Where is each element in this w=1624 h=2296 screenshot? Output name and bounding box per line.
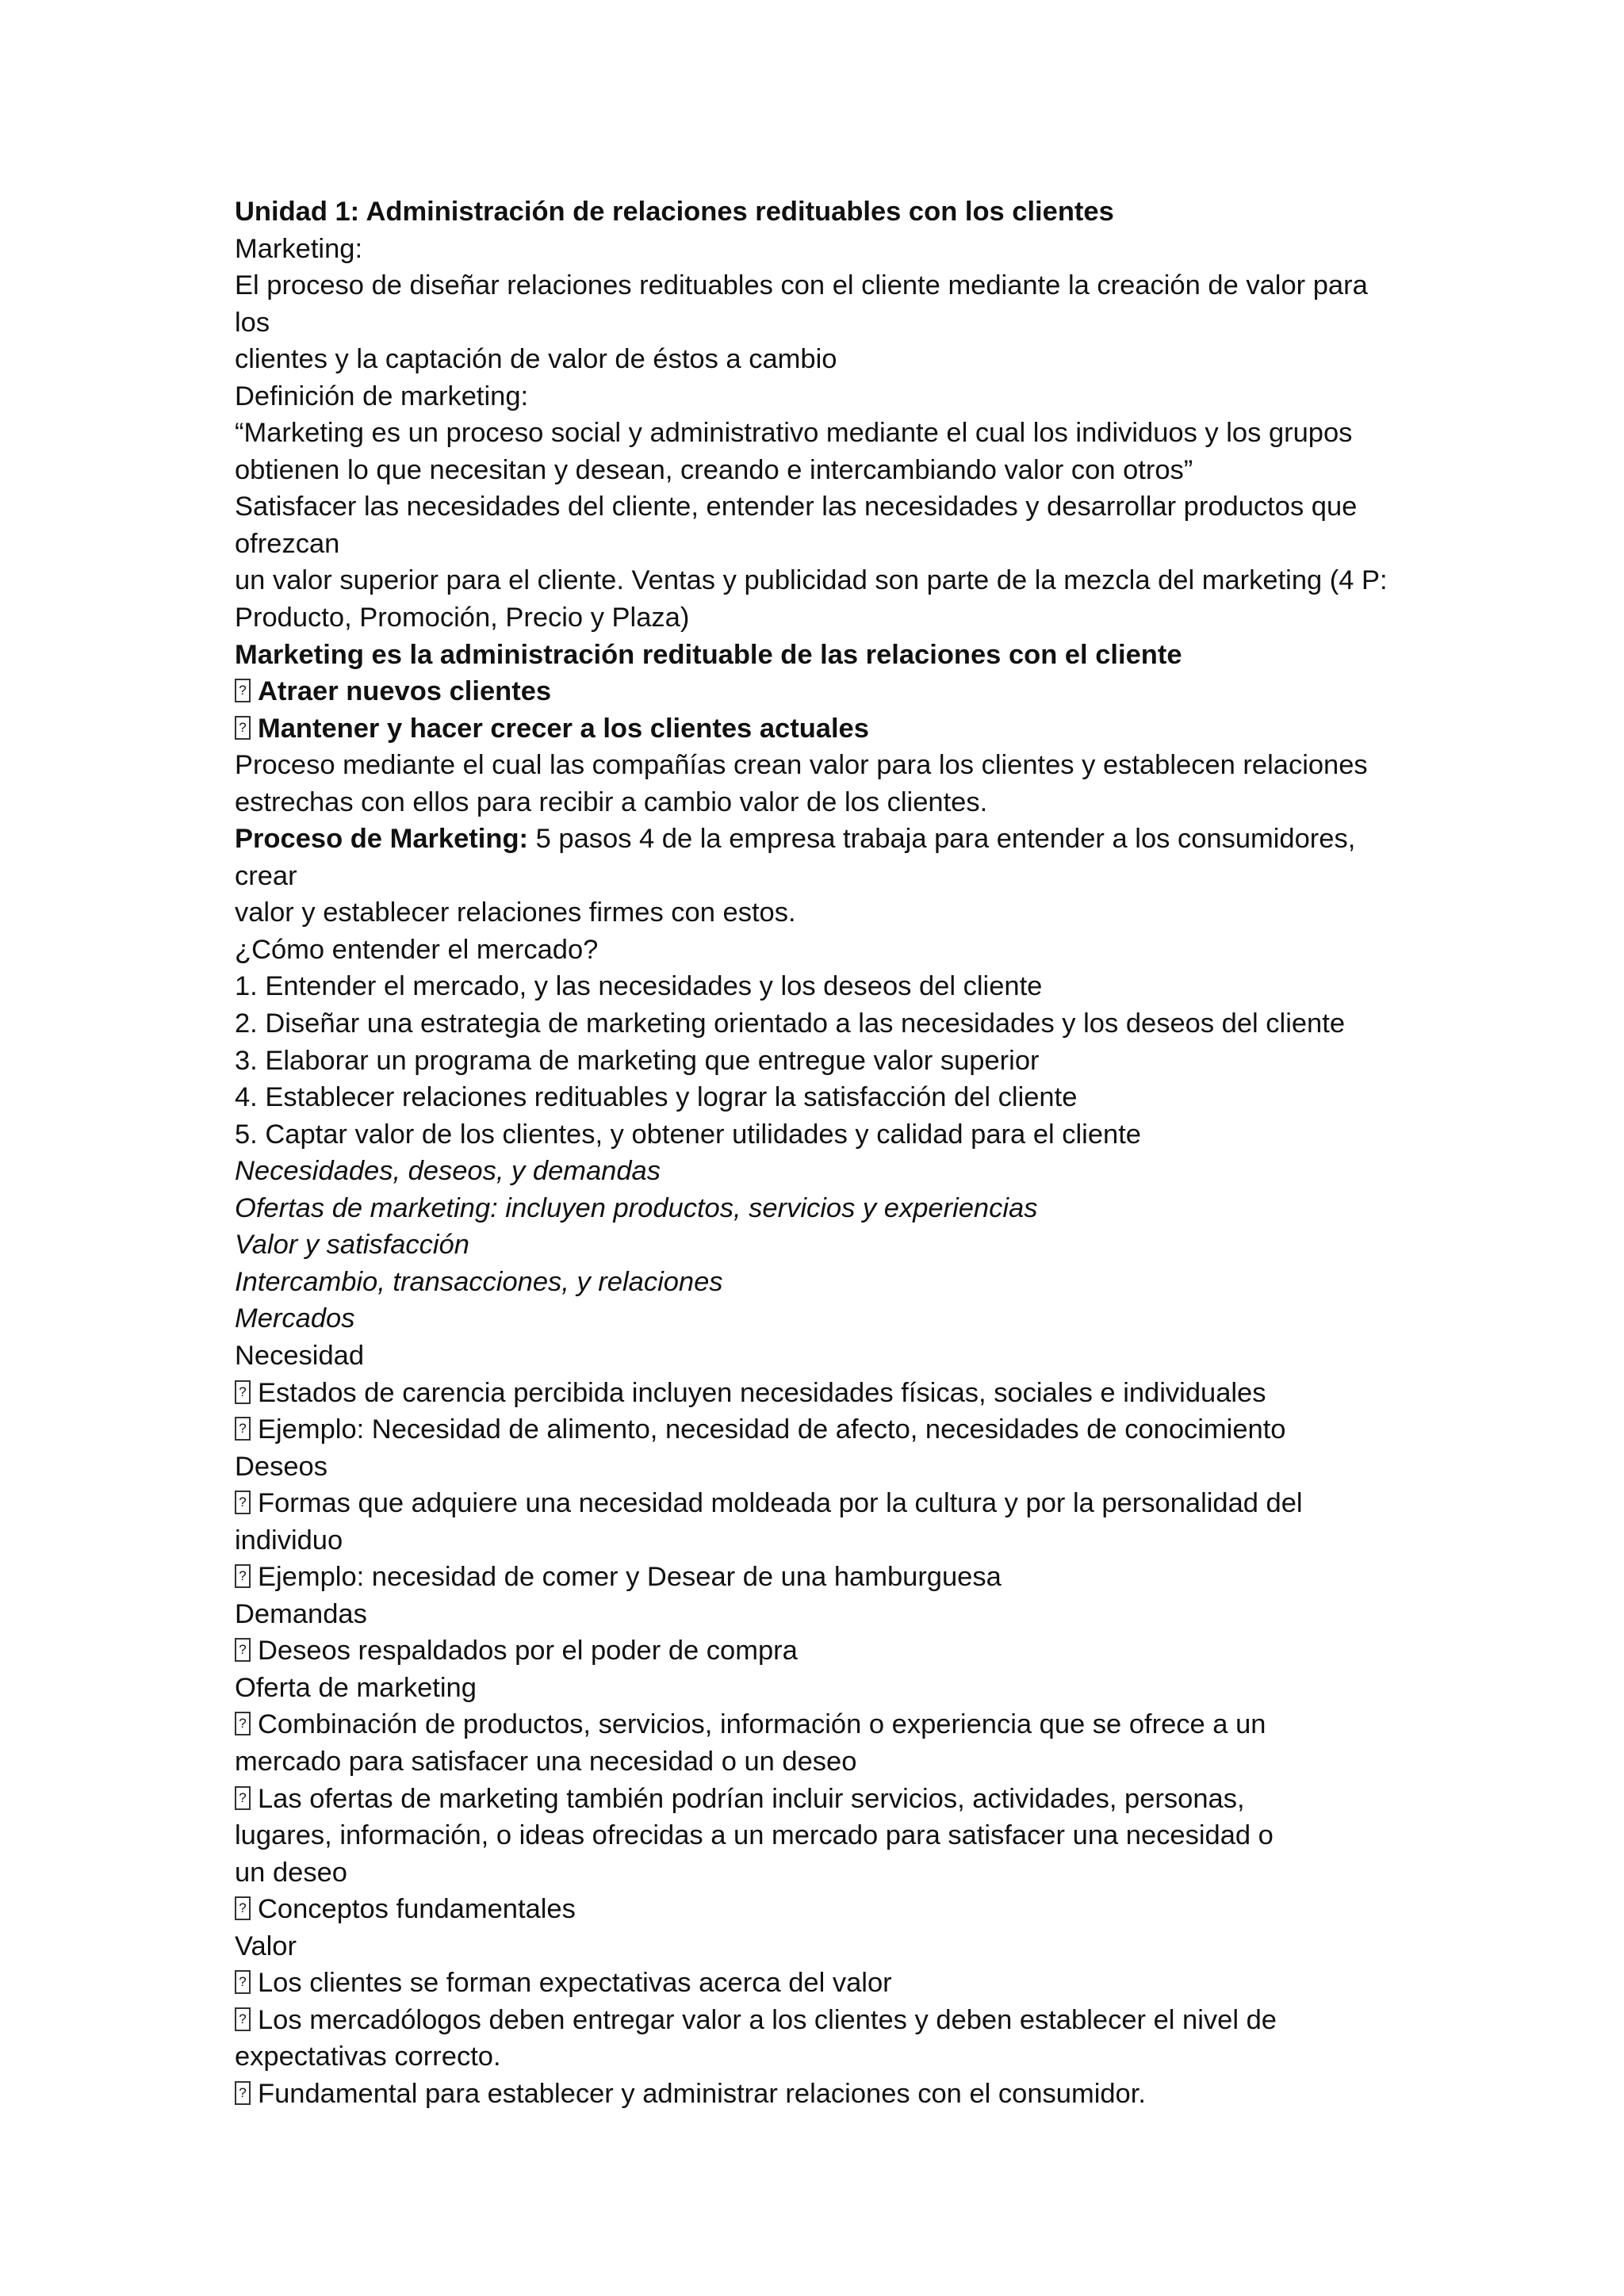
bullet-text: Conceptos fundamentales (258, 1894, 576, 1925)
bullet-item (235, 1965, 1424, 2002)
concept-line: Ofertas de marketing: incluyen productos, servicios y experiencias (235, 1192, 1038, 1223)
text-line: un valor superior para el cliente. Ventas y publicidad son parte de la mezcla del marketing (4 P: (235, 565, 1388, 596)
bullet-item (235, 1891, 1424, 1928)
text-line: individuo (235, 1525, 343, 1556)
bullet-placeholder-icon (235, 1564, 251, 1588)
text-line: El proceso de diseñar relaciones redituables con el cliente mediante la creación de valor para (235, 270, 1368, 301)
text-line: ¿Cómo entender el mercado? (235, 934, 599, 965)
numbered-item: 4. Establecer relaciones redituables y lograr la satisfacción del cliente (235, 1082, 1078, 1113)
bullet-placeholder-icon (235, 1896, 251, 1920)
numbered-item: 2. Diseñar una estrategia de marketing orientado a las necesidades y los deseos del cliente (235, 1008, 1346, 1039)
bullet-placeholder-icon (235, 1970, 251, 1994)
bullet-text: Atraer nuevos clientes (258, 676, 552, 707)
text-line: ofrezcan (235, 528, 340, 559)
bullet-placeholder-icon (235, 2081, 251, 2105)
text-line: Proceso mediante el cual las compañías crean valor para los clientes y establecen relaciones (235, 750, 1368, 781)
text-line: estrechas con ellos para recibir a cambio valor de los clientes. (235, 786, 988, 817)
bullet-placeholder-icon (235, 1638, 251, 1662)
bullet-text: Ejemplo: necesidad de comer y Desear de una hamburguesa (258, 1562, 1002, 1593)
bullet-placeholder-icon (235, 1417, 251, 1441)
text-line: “Marketing es un proceso social y administrativo mediante el cual los individuos y los grupos (235, 418, 1353, 449)
bullet-item (235, 1632, 1424, 1670)
bullet-text: Las ofertas de marketing también podrían incluir servicios, actividades, personas, (258, 1783, 1245, 1814)
bullet-text: Formas que adquiere una necesidad moldeada por la cultura y por la personalidad del (258, 1488, 1303, 1519)
bullet-item (235, 2002, 1424, 2039)
bullet-item (235, 1485, 1424, 1522)
text-line: expectativas correcto. (235, 2042, 501, 2072)
subheading: Deseos (235, 1451, 327, 1482)
bullet-item (235, 673, 1424, 710)
bullet-item (235, 1411, 1424, 1448)
bullet-item (235, 1375, 1424, 1412)
inline-text: 5 pasos 4 de la empresa trabaja para entender a los consumidores, (528, 824, 1356, 855)
bullet-text: Combinación de productos, servicios, información o experiencia que se ofrece a un (258, 1709, 1266, 1740)
subheading: Demandas (235, 1598, 367, 1629)
bullet-item (235, 1706, 1424, 1743)
text-line: clientes y la captación de valor de éstos a cambio (235, 344, 837, 375)
bullet-placeholder-icon (235, 716, 251, 740)
text-line: Producto, Promoción, Precio y Plaza) (235, 603, 690, 633)
bullet-placeholder-icon (235, 1380, 251, 1404)
bullet-text: Mantener y hacer crecer a los clientes actuales (258, 713, 869, 744)
text-line: valor y establecer relaciones firmes con estos. (235, 897, 796, 928)
subheading: Necesidad (235, 1340, 365, 1371)
inline-heading: Proceso de Marketing: (235, 824, 529, 855)
text-line: mercado para satisfacer una necesidad o un deseo (235, 1746, 857, 1777)
section-heading: Marketing es la administración redituable de las relaciones con el cliente (235, 639, 1182, 670)
subheading: Valor (235, 1931, 297, 1961)
document-title: Unidad 1: Administración de relaciones redituables con los clientes (235, 197, 1114, 227)
concept-line: Intercambio, transacciones, y relaciones (235, 1266, 723, 1297)
text-line: Definición de marketing: (235, 381, 529, 411)
bullet-placeholder-icon (235, 2007, 251, 2031)
text-line: lugares, información, o ideas ofrecidas a un mercado para satisfacer una necesidad o (235, 1820, 1274, 1851)
text-line: obtienen lo que necesitan y desean, creando e intercambiando valor con otros” (235, 454, 1193, 485)
text-line: un deseo (235, 1857, 347, 1888)
bullet-placeholder-icon (235, 1786, 251, 1810)
bullet-text: Fundamental para establecer y administrar relaciones con el consumidor. (258, 2078, 1146, 2109)
bullet-placeholder-icon (235, 1490, 251, 1514)
bullet-placeholder-icon (235, 1712, 251, 1735)
concept-line: Mercados (235, 1303, 355, 1334)
document-page (235, 193, 1424, 2112)
numbered-item: 5. Captar valor de los clientes, y obtener utilidades y calidad para el cliente (235, 1119, 1141, 1150)
bullet-text: Los mercadólogos deben entregar valor a los clientes y deben establecer el nivel de (258, 2004, 1277, 2035)
text-line (235, 821, 1424, 858)
bullet-placeholder-icon (235, 679, 251, 702)
concept-line: Necesidades, deseos, y demandas (235, 1156, 661, 1187)
numbered-item: 1. Entender el mercado, y las necesidades y los deseos del cliente (235, 971, 1043, 1002)
text-line: crear (235, 860, 297, 891)
bullet-text: Ejemplo: Necesidad de alimento, necesidad de afecto, necesidades de conocimiento (258, 1414, 1286, 1445)
text-line: los (235, 307, 270, 338)
text-line: Marketing: (235, 233, 363, 264)
bullet-item (235, 710, 1424, 748)
bullet-item (235, 1559, 1424, 1596)
bullet-item (235, 2076, 1424, 2113)
numbered-item: 3. Elaborar un programa de marketing que entregue valor superior (235, 1045, 1040, 1076)
text-line: Satisfacer las necesidades del cliente, entender las necesidades y desarrollar productos que (235, 492, 1358, 522)
subheading: Oferta de marketing (235, 1672, 477, 1703)
concept-line: Valor y satisfacción (235, 1230, 469, 1261)
bullet-text: Deseos respaldados por el poder de compra (258, 1636, 798, 1667)
bullet-item (235, 1781, 1424, 1818)
bullet-text: Los clientes se forman expectativas acerca del valor (258, 1968, 892, 1999)
bullet-text: Estados de carencia percibida incluyen necesidades físicas, sociales e individuales (258, 1377, 1266, 1408)
